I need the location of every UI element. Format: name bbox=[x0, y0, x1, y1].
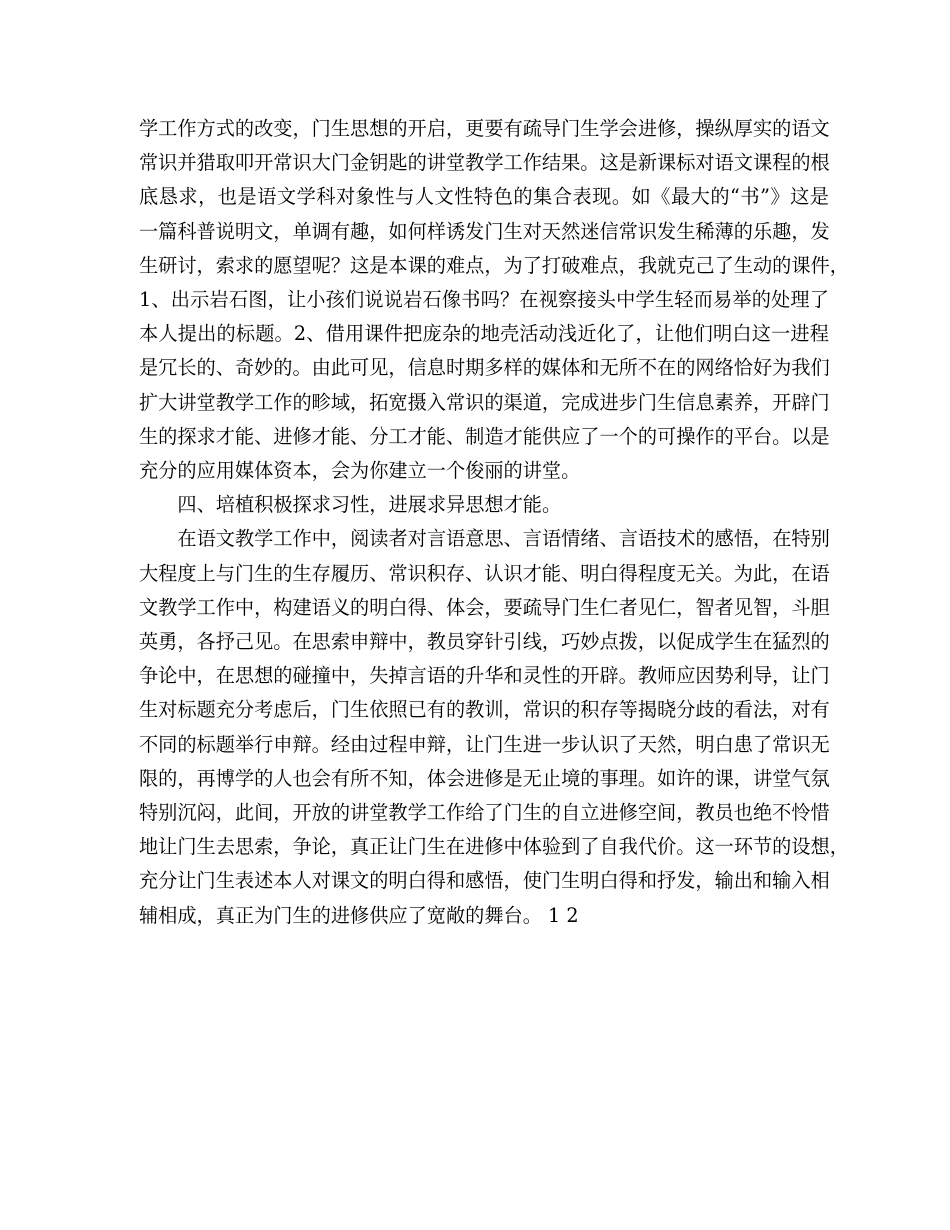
text-line: 地让门生去思索，争论，真正让门生在进修中体验到了自我代价。这一环节的设想， bbox=[139, 835, 849, 859]
text-line: 1、出示岩石图，让小孩们说说岩石像书吗？在视察接头中学生轻而易举的处理了 bbox=[139, 288, 829, 312]
text-line: 充分的应用媒体资本，会为你建立一个俊丽的讲堂。 bbox=[139, 459, 581, 483]
text-line: 争论中，在思想的碰撞中，失掉言语的升华和灵性的开辟。教师应因势利导，让门 bbox=[139, 664, 830, 688]
paragraph-2 bbox=[139, 522, 849, 932]
text-line: 生研讨，索求的愿望呢？这是本课的难点，为了打破难点，我就克己了生动的课件， bbox=[139, 253, 849, 277]
text-line: 常识并猎取叩开常识大门金钥匙的讲堂教学工作结果。这是新课标对语文课程的根 bbox=[139, 151, 830, 175]
text-line: 底恳求，也是语文学科对象性与人文性特色的集合表现。如《最大的“书”》这是 bbox=[139, 185, 829, 209]
text-line: 在语文教学工作中，阅读者对言语意思、言语情绪、言语技术的感悟，在特别 bbox=[177, 527, 830, 551]
text-line: 是冗长的、奇妙的。由此可见，信息时期多样的媒体和无所不在的网络恰好为我们 bbox=[139, 356, 830, 380]
text-line: 文教学工作中，构建语义的明白得、体会，要疏导门生仁者见仁，智者见智，斗胆 bbox=[139, 595, 830, 619]
text-line: 生对标题充分考虑后，门生依照已有的教训，常识的积存等揭晓分歧的看法，对有 bbox=[139, 698, 830, 722]
section-heading: 四、培植积极探求习性，进展求异思想才能。 bbox=[177, 493, 562, 517]
text-line: 本人提出的标题。2、借用课件把庞杂的地壳活动浅近化了，让他们明白这一进程 bbox=[139, 322, 829, 346]
text-line: 大程度上与门生的生存履历、常识积存、认识才能、明白得程度无关。为此，在语 bbox=[139, 561, 830, 585]
text-line: 英勇，各抒己见。在思索申辩中，教员穿针引线，巧妙点拨，以促成学生在猛烈的 bbox=[139, 630, 830, 654]
text-line: 辅相成，真正为门生的进修供应了宽敞的舞台。 1 2 bbox=[139, 903, 579, 927]
text-line: 扩大讲堂教学工作的畛域，拓宽摄入常识的渠道，完成进步门生信息素养，开辟门 bbox=[139, 390, 830, 414]
text-line: 特别沉闷，此间，开放的讲堂教学工作给了门生的自立进修空间，教员也绝不怜惜 bbox=[139, 801, 830, 825]
text-line: 一篇科普说明文，单调有趣，如何样诱发门生对天然迷信常识发生稀薄的乐趣，发 bbox=[139, 219, 830, 243]
text-line: 学工作方式的改变，门生思想的开启，更要有疏导门生学会进修，操纵厚实的语文 bbox=[139, 117, 830, 140]
document-body bbox=[139, 112, 849, 933]
text-line: 限的，再博学的人也会有所不知，体会进修是无止境的事理。如许的课，讲堂气氛 bbox=[139, 766, 830, 790]
text-line: 生的探求才能、进修才能、分工才能、制造才能供应了一个的可操作的平台。以是 bbox=[139, 424, 830, 448]
text-line: 充分让门生表述本人对课文的明白得和感悟，使门生明白得和抒发，输出和输入相 bbox=[139, 869, 830, 893]
paragraph-1 bbox=[139, 112, 849, 488]
text-line: 不同的标题举行申辩。经由过程申辩，让门生进一步认识了天然，明白患了常识无 bbox=[139, 732, 830, 756]
